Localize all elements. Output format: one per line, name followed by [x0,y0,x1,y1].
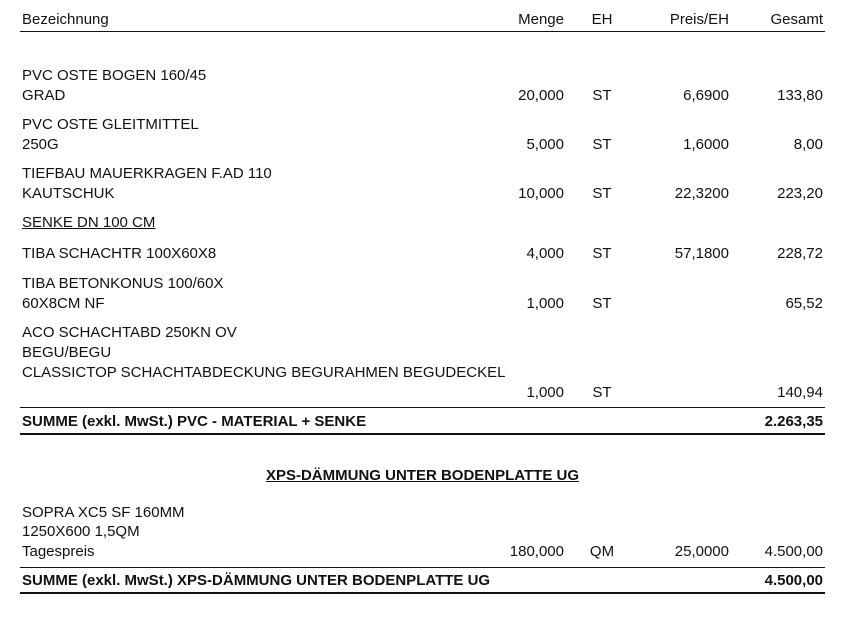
item-description: PVC OSTE BOGEN 160/45 [22,67,207,84]
item-menge: 5,000 [526,136,564,153]
item-eh: ST [592,295,612,312]
sum-rule-top [20,567,825,568]
item-preis: 57,1800 [674,245,729,262]
col-header-menge: Menge [518,11,564,28]
item-description: Tagespreis [22,543,95,560]
item-preis: 6,6900 [683,87,729,104]
item-menge: 20,000 [518,87,564,104]
item-eh: ST [592,245,612,262]
col-header-gesamt: Gesamt [770,11,823,28]
item-description: KAUTSCHUK [22,185,115,202]
item-gesamt: 133,80 [777,87,823,104]
sum-rule-bottom [20,433,825,435]
item-gesamt: 228,72 [777,245,823,262]
item-eh: ST [592,87,612,104]
sum-label: SUMME (exkl. MwSt.) PVC - MATERIAL + SENKE [22,413,367,430]
col-header-bezeichnung: Bezeichnung [22,11,109,28]
item-gesamt: 140,94 [777,384,823,401]
item-menge: 1,000 [526,295,564,312]
item-description: 60X8CM NF [22,295,105,312]
item-gesamt: 223,20 [777,185,823,202]
item-description: PVC OSTE GLEITMITTEL [22,116,199,133]
item-gesamt: 8,00 [793,136,823,153]
sum-rule-bottom [20,592,825,594]
item-eh: ST [592,136,612,153]
item-preis: 25,0000 [674,543,729,560]
sum-value: 2.263,35 [764,413,823,430]
item-description: TIBA BETONKONUS 100/60X [22,275,224,292]
item-description: GRAD [22,87,66,104]
item-gesamt: 65,52 [785,295,823,312]
sum-value: 4.500,00 [764,572,823,589]
header-rule [20,31,825,32]
sum-label: SUMME (exkl. MwSt.) XPS-DÄMMUNG UNTER BODENPLATTE UG [22,572,491,589]
item-description: 1250X600 1,5QM [22,523,140,540]
section-heading-senke: SENKE DN 100 CM [22,214,156,231]
item-eh: ST [592,384,612,401]
sum-rule-top [20,407,825,408]
item-description: TIEFBAU MAUERKRAGEN F.AD 110 [22,165,272,182]
item-menge: 180,000 [509,543,564,560]
item-gesamt: 4.500,00 [764,543,823,560]
col-header-preis: Preis/EH [669,11,729,28]
item-menge: 1,000 [526,384,564,401]
col-header-eh: EH [591,11,613,28]
item-menge: 10,000 [518,185,564,202]
item-eh: QM [589,543,615,560]
item-eh: ST [592,185,612,202]
item-menge: 4,000 [526,245,564,262]
item-description: 250G [22,136,59,153]
item-description: SOPRA XC5 SF 160MM [22,504,185,521]
item-preis: 1,6000 [683,136,729,153]
item-description: TIBA SCHACHTR 100X60X8 [22,245,217,262]
section-heading-xps: XPS-DÄMMUNG UNTER BODENPLATTE UG [265,467,580,484]
item-description: BEGU/BEGU [22,344,112,361]
item-description: ACO SCHACHTABD 250KN OV [22,324,237,341]
item-preis: 22,3200 [674,185,729,202]
item-description: CLASSICTOP SCHACHTABDECKUNG BEGURAHMEN BEGUDECKEL [22,364,506,381]
